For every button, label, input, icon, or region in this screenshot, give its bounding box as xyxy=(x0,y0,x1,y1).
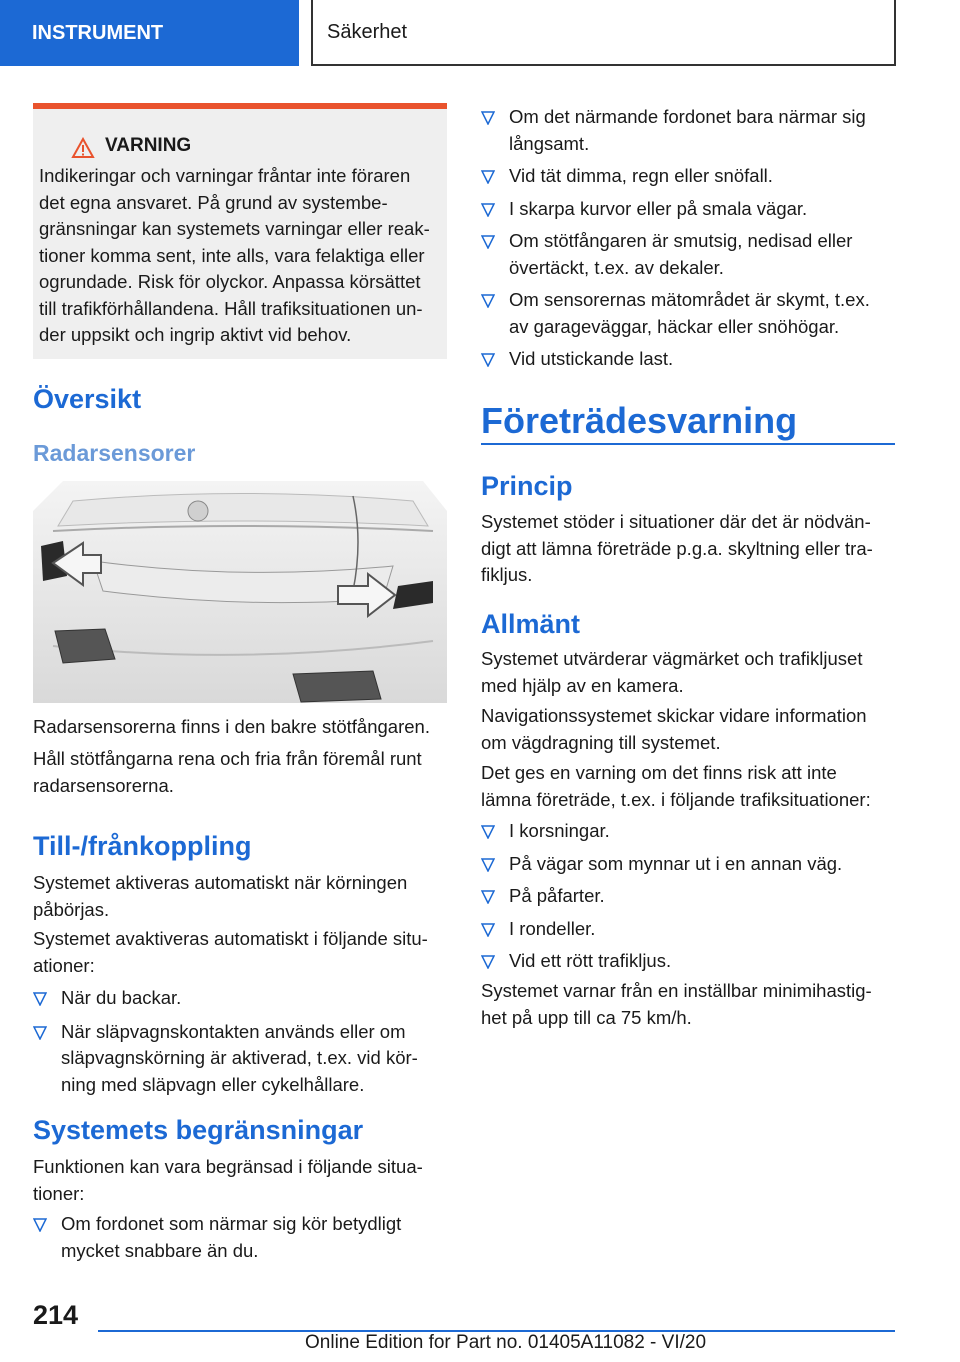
heading-begransningar: Systemets begränsningar xyxy=(33,1115,364,1145)
limitation-list-left xyxy=(33,1211,447,1264)
heading-till-fran: Till-/frånkoppling xyxy=(33,831,252,861)
activation-text: Systemet aktiveras automatiskt när körningen påbörjas. xyxy=(33,872,408,920)
triangle-bullet-icon xyxy=(481,170,495,184)
limitation-text: Funktionen kan vara begränsad i följande situa- tioner: xyxy=(33,1156,423,1204)
triangle-bullet-icon xyxy=(481,294,495,308)
heading-radarsensorer: Radarsensorer xyxy=(33,440,196,466)
heading-oversikt: Översikt xyxy=(33,384,142,414)
radar-text-1: Radarsensorerna finns i den bakre stötfångaren. xyxy=(33,716,430,737)
warning-triangle-icon xyxy=(71,137,95,159)
footer-edition: Online Edition for Part no. 01405A11082 - VI/20 xyxy=(305,1332,707,1353)
list-item: Om fordonet som närmar sig kör betydligt mycket snabbare än du. xyxy=(33,1211,447,1264)
triangle-bullet-icon xyxy=(481,825,495,839)
traffic-situations-list xyxy=(481,818,895,975)
list-item: I skarpa kurvor eller på smala vägar. xyxy=(481,196,895,223)
list-item: Vid utstickande last. xyxy=(481,346,895,373)
heading-foretradesvarning: Företrädesvarning xyxy=(481,400,798,441)
allmant-text-3: Det ges en varning om det finns risk att inte lämna företräde, t.ex. i följande trafiksituationer: xyxy=(481,762,871,810)
heading-divider xyxy=(481,443,895,445)
triangle-bullet-icon xyxy=(481,923,495,937)
triangle-bullet-icon xyxy=(33,1218,47,1232)
triangle-bullet-icon xyxy=(481,858,495,872)
heading-princip: Princip xyxy=(481,471,573,501)
deactivation-text: Systemet avaktiveras automatiskt i följande situ- ationer: xyxy=(33,928,428,976)
list-item: När du backar. xyxy=(33,985,447,1012)
list-item: På vägar som mynnar ut i en annan väg. xyxy=(481,851,895,878)
heading-allmant: Allmänt xyxy=(481,609,581,639)
triangle-bullet-icon xyxy=(481,203,495,217)
list-item: Vid ett rött trafikljus. xyxy=(481,948,895,975)
allmant-text-1: Systemet utvärderar vägmärket och trafikljuset med hjälp av en kamera. xyxy=(481,648,863,696)
triangle-bullet-icon xyxy=(481,955,495,969)
list-item: I rondeller. xyxy=(481,916,895,943)
deactivation-list xyxy=(33,985,447,1098)
radar-text-2: Håll stötfångarna rena och fria från föremål runt radarsensorerna. xyxy=(33,748,422,796)
section-tab[interactable]: INSTRUMENT xyxy=(0,0,299,66)
list-item: Om det närmande fordonet bara närmar sig långsamt. xyxy=(481,104,895,157)
princip-text: Systemet stöder i situationer där det är nödvän- digt att lämna företräde p.g.a. skyltning eller tra- fikljus. xyxy=(481,511,873,585)
limitation-list-right xyxy=(481,104,895,373)
triangle-bullet-icon xyxy=(481,353,495,367)
list-item: Om stötfångaren är smutsig, nedisad eller övertäckt, t.ex. av dekaler. xyxy=(481,228,895,281)
list-item: När släpvagnskontakten används eller om släpvagnskörning är aktiverad, t.ex. vid kör- ning med släpvagn eller cykelhållare. xyxy=(33,1019,447,1099)
page-title: Säkerhet xyxy=(311,0,896,66)
speed-text: Systemet varnar från en inställbar minimihastig- het på upp till ca 75 km/h. xyxy=(481,980,872,1028)
triangle-bullet-icon xyxy=(33,1026,47,1040)
triangle-bullet-icon xyxy=(33,992,47,1006)
warning-box xyxy=(33,103,447,359)
list-item: I korsningar. xyxy=(481,818,895,845)
car-rear-illustration xyxy=(33,481,447,703)
page-number: 214 xyxy=(33,1300,79,1330)
triangle-bullet-icon xyxy=(481,235,495,249)
allmant-text-2: Navigationssystemet skickar vidare information om vägdragning till systemet. xyxy=(481,705,867,753)
warning-text: Indikeringar och varningar fråntar inte föraren det egna ansvaret. På grund av systembe- gränsningar kan systemets varningar eller reak- tioner komma sent, inte alls, vara felaktiga eller ogrundade. Risk för olyckor. Anpassa körsättet till trafikförhållandena. Håll trafiksituationen un- der uppsikt och ingrip aktivt vid behov. xyxy=(39,165,430,345)
list-item: Om sensorernas mätområdet är skymt, t.ex. av garageväggar, häckar eller snöhögar. xyxy=(481,287,895,340)
triangle-bullet-icon xyxy=(481,890,495,904)
triangle-bullet-icon xyxy=(481,111,495,125)
list-item: Vid tät dimma, regn eller snöfall. xyxy=(481,163,895,190)
list-item: På påfarter. xyxy=(481,883,895,910)
warning-title: VARNING xyxy=(105,135,192,156)
